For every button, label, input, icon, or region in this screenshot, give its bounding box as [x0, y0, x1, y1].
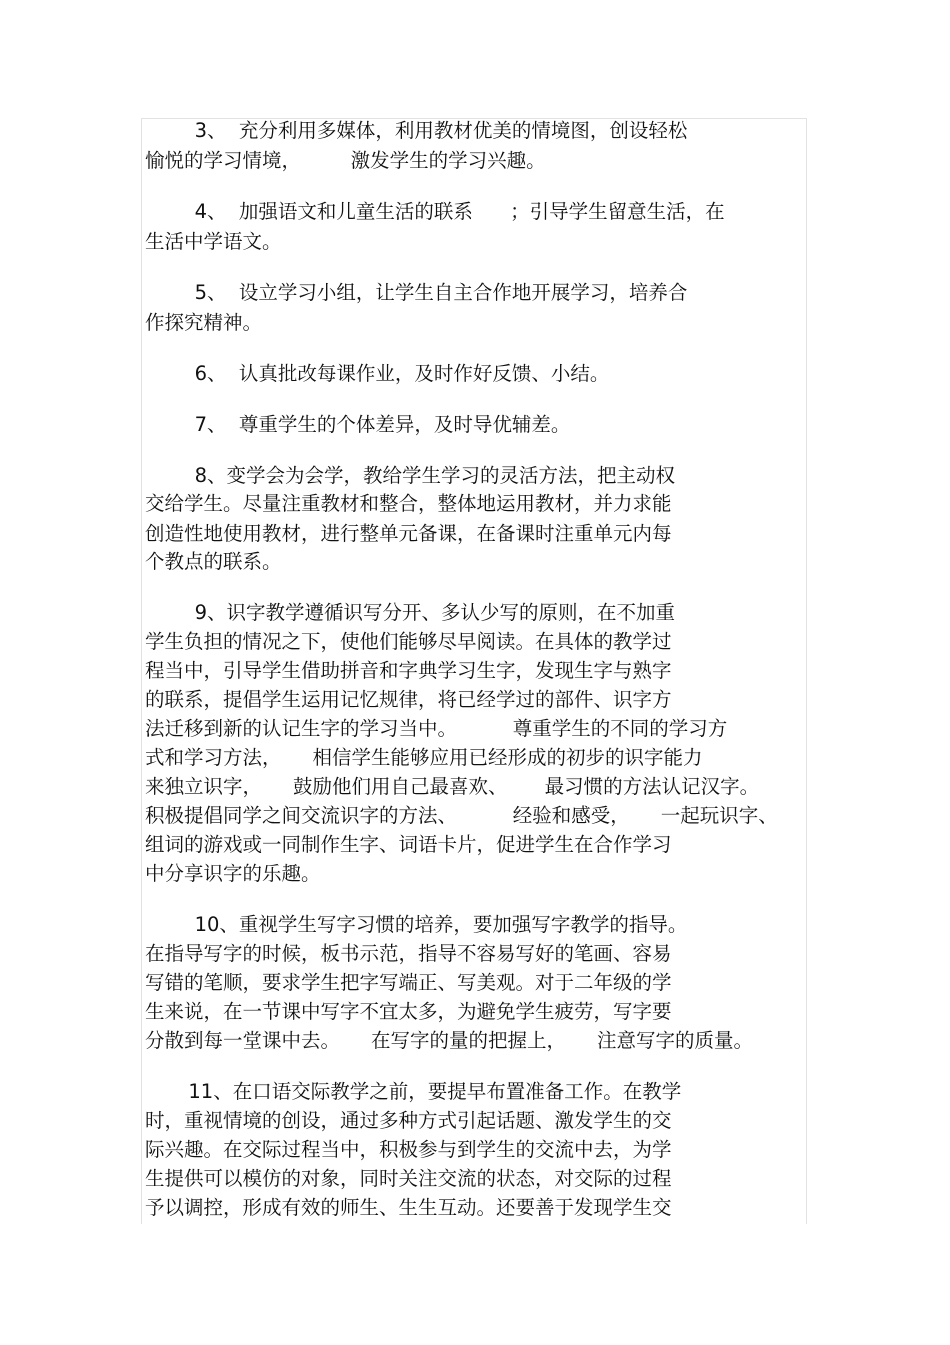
text-line: 学生负担的情况之下，使他们能够尽早阅读。在具体的教学过	[145, 630, 672, 653]
text-line: 式和学习方法， 相信学生能够应用已经形成的初步的识字能力	[145, 746, 703, 769]
text-line: 9、识字教学遵循识写分开、多认少写的原则，在不加重	[145, 601, 675, 624]
text-line: 生提供可以模仿的对象，同时关注交流的状态，对交际的过程	[145, 1167, 672, 1190]
text-line: 的联系，提倡学生运用记忆规律，将已经学过的部件、识字方	[145, 688, 672, 711]
text-line: 生来说，在一节课中写字不宜太多，为避免学生疲劳，写字要	[145, 1000, 672, 1023]
text-line: 8、变学会为会学，教给学生学习的灵活方法，把主动权	[145, 464, 675, 487]
text-line: 予以调控，形成有效的师生、生生互动。还要善于发现学生交	[145, 1196, 672, 1219]
text-line: 时，重视情境的创设，通过多种方式引起话题、激发学生的交	[145, 1109, 672, 1132]
text-line: 愉悦的学习情境， 激发学生的学习兴趣。	[145, 149, 546, 172]
text-line: 交给学生。尽量注重教材和整合，整体地运用教材，并力求能	[145, 492, 672, 515]
text-line: 程当中，引导学生借助拼音和字典学习生字，发现生字与熟字	[145, 659, 672, 682]
text-line: 在指导写字的时候，板书示范，指导不容易写好的笔画、容易	[145, 942, 672, 965]
text-line: 个教点的联系。	[145, 550, 282, 573]
text-line: 3、 充分利用多媒体，利用教材优美的情境图，创设轻松	[145, 119, 688, 142]
text-line: 法迁移到新的认记生字的学习当中。 尊重学生的不同的学习方	[145, 717, 728, 740]
text-line: 积极提倡同学之间交流识字的方法、 经验和感受， 一起玩识字、	[145, 804, 778, 827]
text-line: 生活中学语文。	[145, 230, 282, 253]
text-line: 7、 尊重学生的个体差异，及时导优辅差。	[145, 413, 571, 436]
text-line: 分散到每一堂课中去。 在写字的量的把握上， 注意写字的质量。	[145, 1029, 753, 1052]
text-line: 作探究精神。	[145, 311, 263, 334]
text-line: 11、在口语交际教学之前，要提早布置准备工作。在教学	[145, 1080, 682, 1103]
text-line: 际兴趣。在交际过程当中，积极参与到学生的交流中去，为学	[145, 1138, 672, 1161]
text-line: 来独立识字， 鼓励他们用自己最喜欢、 最习惯的方法认记汉字。	[145, 775, 760, 798]
text-line: 写错的笔顺，要求学生把字写端正、写美观。对于二年级的学	[145, 971, 672, 994]
text-line: 中分享识字的乐趣。	[145, 862, 321, 885]
text-line: 4、 加强语文和儿童生活的联系 ；引导学生留意生活，在	[145, 200, 725, 223]
text-line: 5、 设立学习小组，让学生自主合作地开展学习，培养合	[145, 281, 688, 304]
text-line: 10、重视学生写字习惯的培养，要加强写字教学的指导。	[145, 913, 688, 936]
text-line: 6、 认真批改每课作业，及时作好反馈、小结。	[145, 362, 610, 385]
text-line: 创造性地使用教材，进行整单元备课，在备课时注重单元内每	[145, 522, 672, 545]
text-line: 组词的游戏或一同制作生字、词语卡片，促进学生在合作学习	[145, 833, 672, 856]
